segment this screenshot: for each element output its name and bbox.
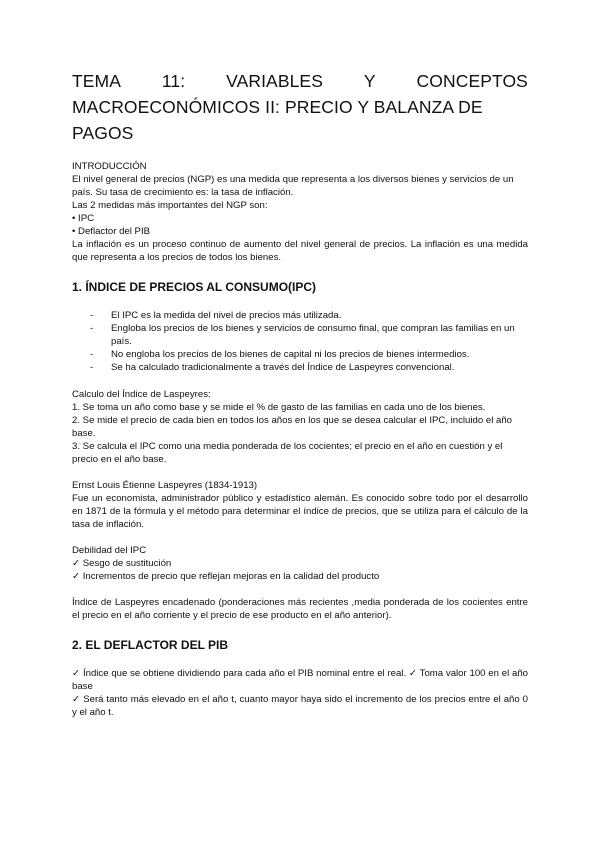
intro-list-item: • Deflactor del PIB <box>72 226 151 237</box>
chained-index-paragraph: Índice de Laspeyres encadenado (ponderaciones más recientes ,media ponderada de los cocientes entre el precio en el año corriente y el precio de ese producto en el año anterior). <box>72 597 528 621</box>
calc-step: 1. Se toma un año como base y se mide el % de gasto de las familias en cada uno de los bienes. <box>72 402 486 413</box>
list-item-text: Engloba los precios de los bienes y servicios de consumo final, que compran las familias en un país. <box>111 323 515 347</box>
dash-marker: - <box>90 310 94 321</box>
list-item <box>90 348 528 361</box>
page-title <box>72 68 528 146</box>
calc-step: 2. Se mide el precio de cada bien en todos los años en los que se desea calcular el IPC, incluido el año base. <box>72 415 512 439</box>
intro-paragraph-1: El nivel general de precios (NGP) es una medida que representa a los diversos bienes y servicios de un país. Su tasa de crecimiento es: la tasa de inflación. <box>72 174 514 198</box>
title-word: TEMA <box>72 71 122 91</box>
spacer <box>72 583 528 596</box>
deflator-paragraph-1: ✓ Índice que se obtiene dividiendo para cada año el PIB nominal entre el real. ✓ Toma valor 100 en el año base <box>72 668 528 692</box>
list-item <box>90 361 528 374</box>
weakness-item: ✓ Sesgo de sustitución <box>72 558 172 569</box>
title-line-2: MACROECONÓMICOS II: PRECIO Y BALANZA DE PAGOS <box>72 97 483 143</box>
list-item-text: Se ha calculado tradicionalmente a través del Índice de Laspeyres convencional. <box>111 362 455 373</box>
list-item-text: No engloba los precios de los bienes de capital ni los precios de bienes intermedios. <box>111 349 470 360</box>
dash-marker: - <box>90 349 94 360</box>
calc-step: 3. Se calcula el IPC como una media ponderada de los cocientes; el precio en el año en cuestión y el precio en el año base. <box>72 441 503 465</box>
calc-heading: Calculo del Índice de Laspeyres: <box>72 389 211 400</box>
title-line-1 <box>72 68 528 94</box>
weakness-item: ✓ Incrementos de precio que reflejan mejoras en la calidad del producto <box>72 571 380 582</box>
list-item-text: El IPC es la medida del nivel de precios más utilizada. <box>111 310 342 321</box>
dash-marker: - <box>90 362 94 373</box>
spacer <box>72 466 528 479</box>
title-word: 11: <box>161 71 186 91</box>
ipc-bullet-list <box>72 309 528 374</box>
list-item <box>90 309 528 322</box>
intro-list-item: • IPC <box>72 213 95 224</box>
intro-paragraph-2: Las 2 medidas más importantes del NGP son: <box>72 200 268 211</box>
dash-marker: - <box>90 323 94 334</box>
title-word: Y <box>363 71 376 91</box>
section-1-heading: 1. ÍNDICE DE PRECIOS AL CONSUMO(IPC) <box>72 280 317 294</box>
title-word: VARIABLES <box>226 71 323 91</box>
intro-paragraph-3: La inflación es un proceso continuo de aumento del nivel general de precios. La inflación es una medida que representa a los precios de todos los bienes. <box>72 239 528 263</box>
spacer <box>72 531 528 544</box>
section-2-heading: 2. EL DEFLACTOR DEL PIB <box>72 638 229 652</box>
weakness-heading: Debilidad del IPC <box>72 545 147 556</box>
title-word: CONCEPTOS <box>416 71 528 91</box>
list-item <box>90 322 528 348</box>
deflator-paragraph-2: ✓ Será tanto más elevado en el año t, cuanto mayor haya sido el incremento de los precios entre el año 0 y el año t. <box>72 694 528 718</box>
bio-heading: Ernst Louis Étienne Laspeyres (1834-1913) <box>72 480 258 491</box>
intro-heading: INTRODUCCIÓN <box>72 161 147 172</box>
bio-paragraph: Fue un economista, administrador público y estadístico alemán. Es conocido sobre todo por el desarrollo en 1871 de la fórmula y el método para determinar el índice de precios, que se utiliza para el cálculo de la tasa de inflación. <box>72 493 528 530</box>
